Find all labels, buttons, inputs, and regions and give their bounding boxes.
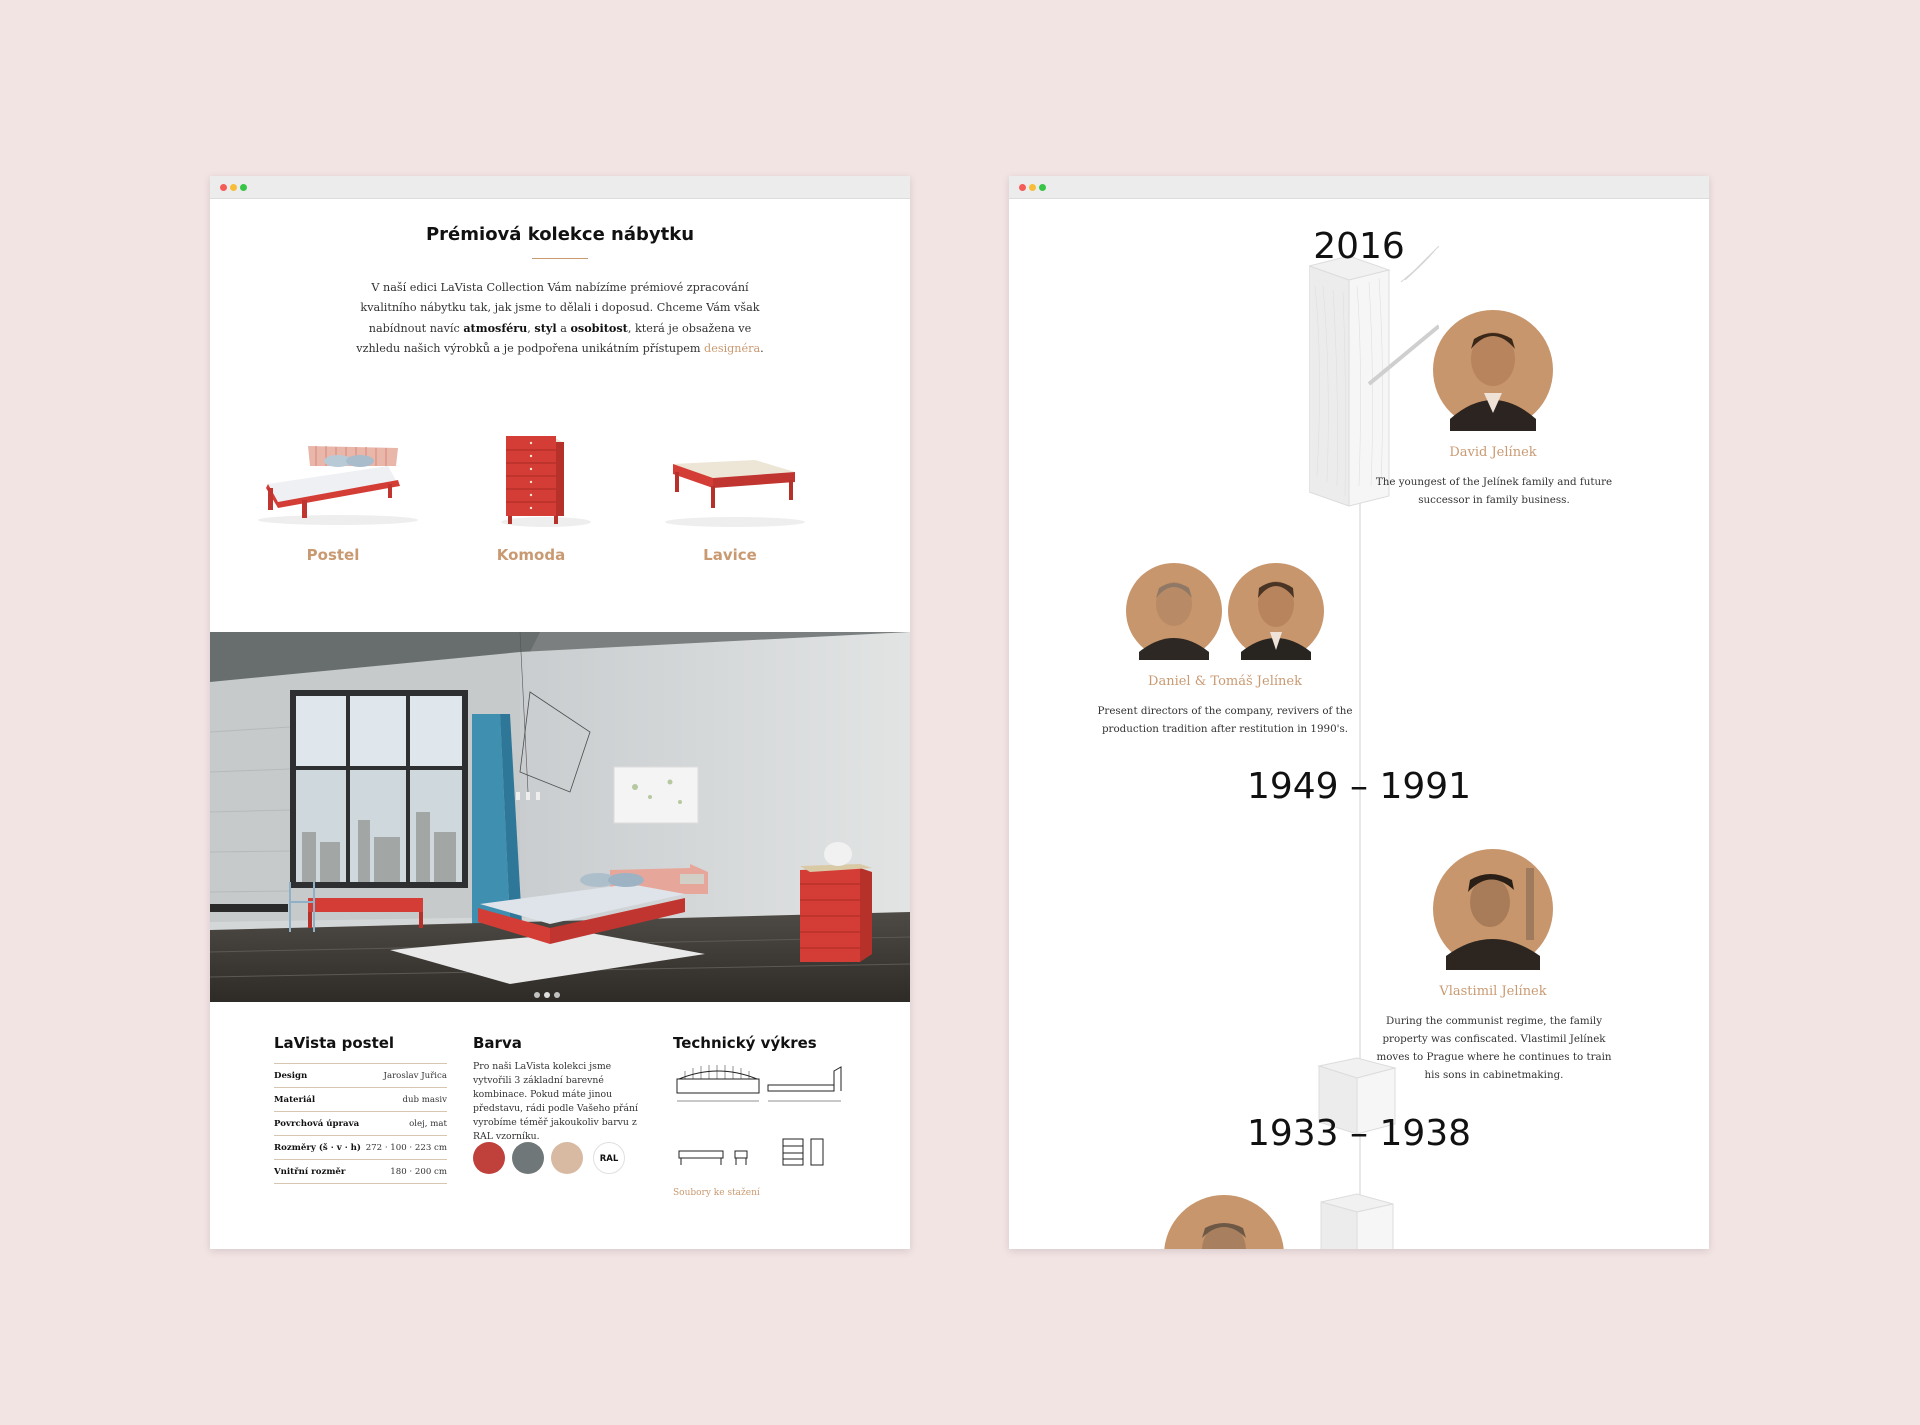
minimize-window-button[interactable]: [230, 184, 237, 191]
slide-dot-active[interactable]: [544, 992, 550, 998]
product-label[interactable]: Postel: [306, 546, 360, 564]
bed-product-image: [238, 426, 428, 536]
intro-separator: ,: [527, 322, 535, 335]
technical-drawing-image[interactable]: [673, 1061, 848, 1179]
color-heading: Barva: [473, 1034, 522, 1052]
close-window-button[interactable]: [220, 184, 227, 191]
intro-text-1: V naší edici LaVista Collection Vám nabízíme prémiové zpracování kvalitního nábytku tak, jak jsme to dělali i doposud. Chceme Vám však nabídnout navíc: [360, 281, 760, 335]
timeline-year-1933-1938: 1933 – 1938: [1246, 1113, 1472, 1154]
portrait-daniel-jelinek: [1125, 562, 1223, 660]
color-description: Pro naši LaVista kolekci jsme vytvořili 3 základní barevné kombinace. Pokud máte jinou představu, rádi podle Vašeho přání vyrobíme téměř jakoukoliv barvu z RAL vzorníku.: [473, 1061, 638, 1142]
product-card-komoda[interactable]: [436, 426, 626, 566]
ral-swatch-button[interactable]: RAL: [593, 1142, 625, 1174]
person-desc-vlastimil: During the communist regime, the family property was confiscated. Vlastimil Jelínek moves to Prague where he continues to train his sons in cabinetmaking.: [1376, 1015, 1612, 1081]
spec-value: olej, mat: [409, 1118, 447, 1129]
spec-key: Vnitřní rozměr: [274, 1166, 346, 1177]
timeline-year-1949-1991: 1949 – 1991: [1246, 766, 1472, 807]
spec-value: 272 · 100 · 223 cm: [365, 1142, 447, 1153]
minimize-window-button[interactable]: [1029, 184, 1036, 191]
color-swatch-red[interactable]: [473, 1142, 505, 1174]
color-swatch-grey[interactable]: [512, 1142, 544, 1174]
intro-bold-osobitost: osobitost: [570, 321, 628, 335]
intro-paragraph: [350, 278, 770, 359]
person-name-david: David Jelínek: [1449, 445, 1537, 460]
spec-key: Materiál: [274, 1094, 316, 1105]
color-swatch-beige[interactable]: [551, 1142, 583, 1174]
spec-row: [274, 1135, 447, 1159]
maximize-window-button[interactable]: [1039, 184, 1046, 191]
slide-dot[interactable]: [554, 992, 560, 998]
browser-toolbar: [1009, 176, 1709, 199]
person-name-daniel-tomas: Daniel & Tomáš Jelínek: [1148, 674, 1302, 689]
spec-value: 180 · 200 cm: [390, 1166, 447, 1177]
person-desc-daniel-tomas: Present directors of the company, revivers of the production tradition after restitution in 1990's.: [1097, 705, 1353, 735]
portrait-vlastimil-jelinek: [1432, 848, 1554, 970]
page-title: Prémiová kolekce nábytku: [425, 224, 695, 245]
person-name-vlastimil: Vlastimil Jelínek: [1439, 984, 1547, 999]
intro-text-2: , která je obsažena ve vzhledu našich výrobků a je podpořena unikátním přístupem: [356, 322, 752, 355]
spec-row: [274, 1063, 447, 1087]
spec-key: Povrchová úprava: [274, 1118, 360, 1129]
download-files-link[interactable]: Soubory ke stažení: [673, 1188, 760, 1198]
intro-bold-styl: styl: [534, 321, 557, 335]
spec-table: [274, 1063, 447, 1184]
portrait-david-jelinek: [1432, 309, 1554, 431]
product-card-postel[interactable]: [238, 426, 428, 566]
product-label[interactable]: Lavice: [703, 546, 757, 564]
spec-key: Rozměry (š · v · h): [274, 1142, 361, 1153]
browser-window-collection: [210, 176, 910, 1249]
spec-row: [274, 1111, 447, 1135]
timeline-year-2016: 2016: [1313, 226, 1405, 267]
intro-end: .: [760, 342, 764, 355]
spec-row: [274, 1087, 447, 1111]
maximize-window-button[interactable]: [240, 184, 247, 191]
slide-dot[interactable]: [534, 992, 540, 998]
product-label[interactable]: Komoda: [496, 546, 566, 564]
spec-row: [274, 1159, 447, 1184]
designer-link[interactable]: designéra: [704, 342, 761, 355]
spec-heading: LaVista postel: [274, 1034, 395, 1052]
spec-key: Design: [274, 1070, 308, 1081]
spec-value: dub masiv: [402, 1094, 447, 1105]
browser-toolbar: [210, 176, 910, 199]
wooden-beam-illustration: [1309, 246, 1439, 556]
dresser-product-image: [436, 426, 626, 536]
slider-pagination: [534, 983, 564, 1002]
intro-bold-atmosfera: atmosféru: [463, 321, 528, 335]
spec-value: Jaroslav Juřica: [383, 1070, 447, 1081]
portrait-tomas-jelinek: [1227, 562, 1325, 660]
browser-window-history: [1009, 176, 1709, 1249]
portrait-founder: [1163, 1194, 1285, 1249]
drawing-heading: Technický výkres: [673, 1034, 817, 1052]
bench-product-image: [635, 426, 825, 536]
intro-separator: a: [556, 322, 571, 335]
bedroom-hero-image[interactable]: [210, 632, 910, 1002]
title-divider: [532, 258, 588, 259]
close-window-button[interactable]: [1019, 184, 1026, 191]
person-desc-david: The youngest of the Jelínek family and future successor in family business.: [1375, 476, 1613, 506]
product-card-lavice[interactable]: [635, 426, 825, 566]
